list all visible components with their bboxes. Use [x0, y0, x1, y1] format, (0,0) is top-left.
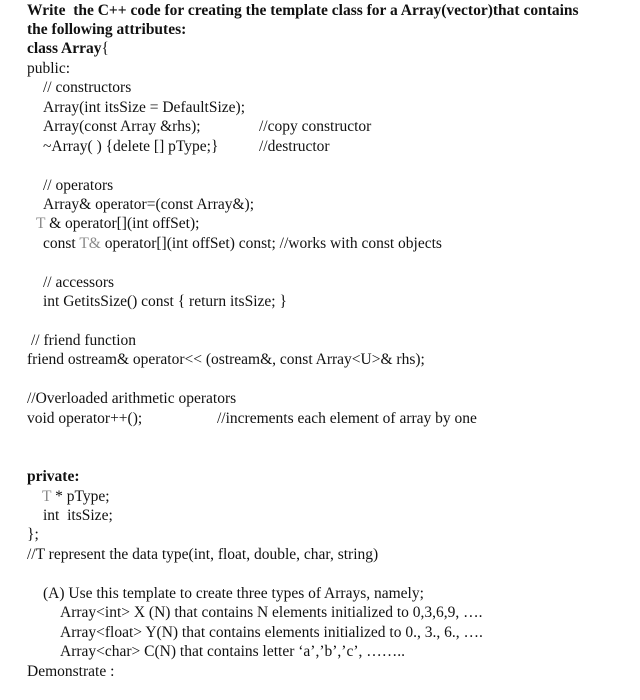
operator-index	[36, 214, 199, 233]
class-declaration	[27, 39, 109, 58]
heading-line-2: the following attributes:	[27, 21, 187, 38]
increment-comment: //increments each element of array by one	[217, 410, 477, 427]
operators-comment: // operators	[43, 177, 114, 194]
itssize-member: int itsSize;	[43, 507, 113, 524]
demonstrate-label: Demonstrate :	[27, 663, 115, 680]
public-label: public:	[27, 60, 71, 77]
destructor-comment: //destructor	[259, 138, 330, 155]
accessors-comment: // accessors	[43, 274, 115, 291]
ptype-member-rest: * pType;	[51, 488, 110, 505]
class-close: };	[27, 526, 39, 543]
friend-declaration: friend ostream& operator<< (ostream&, const Array<U>& rhs);	[27, 351, 425, 368]
overloaded-comment: //Overloaded arithmetic operators	[27, 390, 237, 407]
task-float-array: Array<float> Y(N) that contains elements initialized to 0., 3., 6., ….	[60, 624, 483, 641]
constructors-comment: // constructors	[43, 79, 132, 96]
operator-index-const	[43, 234, 442, 253]
constructor-copy: Array(const Array &rhs);	[43, 118, 201, 135]
task-char-array: Array<char> C(N) that contains letter ‘a’,’b’,’c’, ……..	[60, 643, 405, 660]
type-comment: //T represent the data type(int, float, double, char, string)	[27, 546, 379, 563]
template-type-T: T	[36, 215, 46, 232]
heading-line-1: Write the C++ code for creating the template class for a Array(vector)that contains	[27, 2, 579, 19]
class-open-brace: {	[101, 40, 109, 57]
operator-assign: Array& operator=(const Array&);	[43, 196, 255, 213]
operator-index-const-rest: operator[](int offSet) const; //works with const objects	[100, 235, 442, 252]
const-keyword: const	[43, 235, 80, 252]
private-label: private:	[27, 468, 80, 485]
task-a: (A) Use this template to create three types of Arrays, namely;	[43, 585, 424, 602]
constructor-default: Array(int itsSize = DefaultSize);	[43, 99, 245, 116]
task-int-array: Array<int> X (N) that contains N elements initialized to 0,3,6,9, ….	[60, 604, 483, 621]
increment-operator: void operator++();	[27, 410, 143, 427]
template-type-T-ref: T&	[79, 235, 101, 252]
operator-index-rest: & operator[](int offSet);	[45, 215, 200, 232]
copy-constructor-comment: //copy constructor	[259, 118, 372, 135]
friend-comment: // friend function	[31, 332, 137, 349]
getitssize-method: int GetitsSize() const { return itsSize; }	[43, 293, 287, 310]
template-type-T-pointer: T	[42, 488, 52, 505]
class-keyword: class Array	[27, 40, 102, 57]
ptype-member	[42, 487, 110, 506]
destructor: ~Array( ) {delete [] pType;}	[43, 138, 219, 155]
